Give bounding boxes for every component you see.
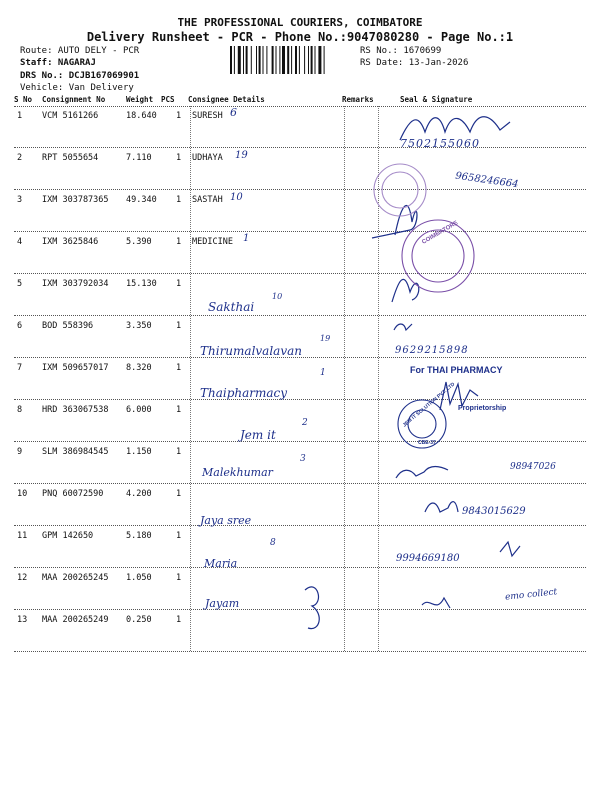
row-pcs: 1	[176, 531, 182, 541]
row-weight: 7.110	[126, 153, 152, 163]
row-weight: 18.640	[126, 111, 157, 121]
hw-row2-num: 19	[235, 150, 248, 161]
row-weight: 3.350	[126, 321, 152, 331]
row-consignee: SASTAH	[192, 195, 223, 205]
stamp-coimbatore-text: COIMBATORE	[421, 220, 460, 246]
hw-phone-row11: 9994669180	[396, 553, 460, 564]
row-weight: 8.320	[126, 363, 152, 373]
hw-phone-row2: 9658246664	[454, 170, 520, 191]
row-sno: 12	[17, 573, 28, 583]
col-consignee: Consignee Details	[188, 95, 265, 104]
hw-row12-name: Jayam	[205, 597, 240, 610]
hw-row6-name: Thirumalvalavan	[200, 344, 302, 358]
row-sno: 8	[17, 405, 23, 415]
row-weight: 49.340	[126, 195, 157, 205]
row-consignment-no: IXM 3625846	[42, 237, 99, 247]
row-sno: 1	[17, 111, 23, 121]
signature-row6	[394, 324, 412, 330]
stamp-coimbatore	[374, 164, 474, 292]
row-weight: 1.150	[126, 447, 152, 457]
route-label: Route: AUTO DELY - PCR	[20, 46, 140, 56]
col-sno: S No	[14, 95, 33, 104]
hw-row10-name: Jaya sree	[200, 514, 252, 527]
hw-row3-num: 10	[230, 192, 243, 203]
signature-row12	[305, 587, 319, 629]
row-pcs: 1	[176, 489, 182, 499]
stamp-proprietor: Proprietorship	[458, 405, 507, 412]
row-consignment-no: MAA 200265249	[42, 615, 109, 625]
hw-row4-num: 1	[243, 233, 250, 244]
hw-row8-num: 2	[302, 418, 308, 428]
row-weight: 5.180	[126, 531, 152, 541]
row-pcs: 1	[176, 237, 182, 247]
row-consignment-no: MAA 200265245	[42, 573, 109, 583]
row-sno: 5	[17, 279, 23, 289]
row-weight: 6.000	[126, 405, 152, 415]
hw-phone-row6: 9629215898	[395, 345, 469, 356]
hw-row5-name: Sakthai	[208, 300, 255, 314]
row-pcs: 1	[176, 405, 182, 415]
col-signature: Seal & Signature	[400, 95, 473, 104]
row-pcs: 1	[176, 153, 182, 163]
hw-row11-num: 8	[270, 538, 276, 548]
row-weight: 0.250	[126, 615, 152, 625]
row-pcs: 1	[176, 363, 182, 373]
signature-row13	[422, 598, 450, 608]
row-sno: 9	[17, 447, 23, 457]
company-title: THE PROFESSIONAL COURIERS, COIMBATORE	[177, 16, 423, 29]
row-sno: 11	[17, 531, 28, 541]
row-sno: 13	[17, 615, 28, 625]
row-consignment-no: PNQ 60072590	[42, 489, 104, 499]
row-pcs: 1	[176, 279, 182, 289]
hw-row6-num: 19	[320, 334, 331, 343]
row-pcs: 1	[176, 573, 182, 583]
hw-phone-row10: 9843015629	[462, 506, 526, 517]
drs-label: DRS No.: DCJB167069901	[20, 71, 140, 81]
hw-phone-row9: 98947026	[510, 462, 556, 472]
col-remarks: Remarks	[342, 95, 374, 104]
row-pcs: 1	[176, 615, 182, 625]
col-weight: Weight	[126, 95, 154, 104]
row-consignment-no: IXM 303787365	[42, 195, 109, 205]
hw-row1-num: 6	[230, 106, 237, 119]
hw-row13-note: emo collect	[504, 587, 558, 603]
row-weight: 5.390	[126, 237, 152, 247]
row-pcs: 1	[176, 321, 182, 331]
row-consignment-no: VCM 5161266	[42, 111, 99, 121]
row-sno: 2	[17, 153, 23, 163]
row-consignment-no: RPT 5055654	[42, 153, 99, 163]
stamp-jem-it-text: JEM IT SOLUTION PVT. LTD	[401, 381, 457, 429]
stamp-cbe-text: CBE-37	[418, 440, 436, 446]
signature-row9	[396, 467, 448, 479]
row-consignment-no: SLM 386984545	[42, 447, 109, 457]
row-consignment-no: IXM 303792034	[42, 279, 109, 289]
row-consignment-no: GPM 142650	[42, 531, 94, 541]
row-consignment-no: IXM 509657017	[42, 363, 109, 373]
row-weight: 4.200	[126, 489, 152, 499]
row-sno: 3	[17, 195, 23, 205]
hw-row5-num: 10	[272, 292, 283, 301]
row-sno: 4	[17, 237, 23, 247]
row-consignee: SURESH	[192, 111, 223, 121]
rs-date: RS Date: 13-Jan-2026	[360, 58, 469, 68]
row-sno: 10	[17, 489, 28, 499]
row-sno: 6	[17, 321, 23, 331]
rs-number: RS No.: 1670699	[360, 46, 442, 56]
hw-phone-row1: 7502155060	[400, 137, 480, 150]
signature-row4	[392, 279, 419, 302]
signature-row10	[425, 502, 458, 512]
staff-label: Staff: NAGARAJ	[20, 58, 96, 68]
vehicle-label: Vehicle: Van Delivery	[20, 83, 134, 93]
row-consignee: MEDICINE	[192, 237, 233, 247]
row-consignee: UDHAYA	[192, 153, 223, 163]
row-pcs: 1	[176, 447, 182, 457]
row-consignment-no: HRD 363067538	[42, 405, 109, 415]
runsheet-subtitle: Delivery Runsheet - PCR - Phone No.:9047080280 - Page No.:1	[86, 30, 514, 44]
signature-row11	[500, 542, 520, 556]
hw-row8-name: Jem it	[240, 428, 276, 442]
row-consignment-no: BOD 558396	[42, 321, 94, 331]
row-weight: 15.130	[126, 279, 157, 289]
col-pcs: PCS	[161, 95, 175, 104]
stamp-thai-pharmacy: For THAI PHARMACY	[410, 365, 503, 375]
hw-row9-name: Malekhumar	[202, 466, 273, 479]
row-weight: 1.050	[126, 573, 152, 583]
hw-row11-name: Maria	[204, 557, 238, 570]
row-sno: 7	[17, 363, 23, 373]
hw-row9-num: 3	[300, 454, 306, 464]
col-consignment: Consignment No	[42, 95, 106, 104]
row-pcs: 1	[176, 111, 182, 121]
hw-row7-num: 1	[320, 368, 326, 378]
hw-row7-name: Thaipharmacy	[200, 386, 288, 400]
row-pcs: 1	[176, 195, 182, 205]
